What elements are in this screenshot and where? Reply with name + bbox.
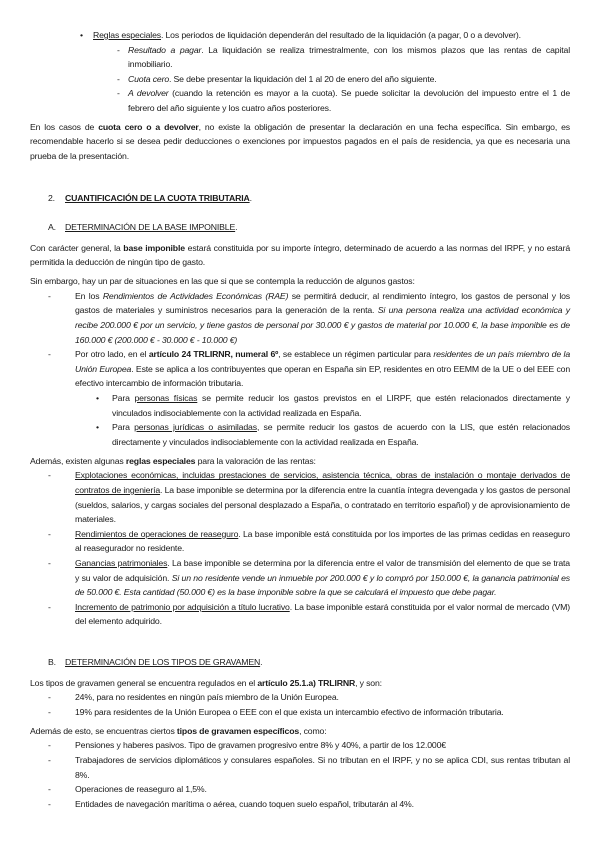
bold-term: reglas especiales [125,455,196,466]
bullet-icon: • [96,392,99,403]
text: . [249,193,252,204]
paragraph: Sin embargo, hay un par de situaciones en las que si que se contempla la reducción de algunos gastos: [30,276,415,287]
paragraph [30,241,570,270]
text: En los casos de [30,121,99,132]
section-heading-2 [30,191,570,206]
heading-number: B. [48,656,56,667]
dash: - [48,740,51,751]
text: Operaciones de reaseguro al 1,5%. [75,784,207,795]
list-item [30,527,570,556]
list-item [30,782,570,797]
text: Por otro lado, en el [75,349,149,360]
text: Entidades de navegación marítima o aérea, cuando toquen suelo español, tributarán al 4%. [75,798,414,809]
text: , como: [299,725,327,736]
list-item [30,468,570,526]
dash: - [48,290,51,301]
dash: - [48,558,51,568]
heading-title: DETERMINACIÓN DE LA BASE IMPONIBLE [65,221,236,232]
term: Rendimientos de Actividades Económicas (RAE) [102,290,289,301]
text: . [260,656,263,667]
text: (cuando la retención es mayor a la cuota). Se puede solicitar la devolución del impuesto entre el 1 de febrero del año siguiente y los cuatro años posteriores. [128,88,570,113]
dash: - [48,798,51,809]
text: se permite reducir los gastos previstos en el LIRPF, que estén relacionados directamente y vinculados indisociablemente con la actividad realizada en España. [112,392,570,418]
text: 19% para residentes de la Unión Europea o EEE con el que exista un intercambio efectivo de información tributaria. [75,706,504,717]
text: . La base imponible está constituida por los importes de las primas cedidas en reaseguro al reasegurador no residente. [75,528,570,554]
text: , y son: [355,677,382,688]
bold-term: cuota cero o a devolver [98,121,199,132]
text: Para [112,392,135,403]
document-page [30,28,570,811]
text: , se permite reducir los gastos de acuerdo con la LIS, que estén relacionados directamente y vinculados indisociablemente con la actividad realizada en España. [112,422,571,447]
heading-title: CUANTIFICACIÓN DE LA CUOTA TRIBUTARIA [65,193,250,204]
dash: - [48,692,51,703]
text: , se establece un régimen particular para [278,349,434,360]
dash: - [48,601,51,612]
text: . La base imponible se determina por la diferencia entre la cuantía íntegra devengada y los gastos de personal (sueldos, salarios, y cargas sociales del personal desplazado a España, o contratado en territorio español) y de aprovisionamiento de materiales. [75,485,570,525]
dash: - [48,706,51,717]
bullet-reglas-especiales [30,28,570,43]
text: Además, existen algunas [30,455,126,466]
term: Cuota cero [128,73,169,84]
text: . [235,221,238,232]
term: A devolver [128,88,169,99]
text: , no existe la obligación de presentar la declaración en una fecha específica. Sin embargo, es recomendable hacerlo si se desea pedir deducciones o exenciones por impuestos pagados en el país de residencia, ya que es necesaria una prueba de la presentación. [30,121,570,161]
heading-number: A. [48,221,56,232]
text: Pensiones y haberes pasivos. Tipo de gravamen progresivo entre 8% y 40%, a partir de los 12.000€ [75,740,446,751]
term: personas físicas [134,392,198,403]
paragraph [30,454,570,469]
dash: - [48,349,51,360]
example: Si una persona realiza una actividad económica y recibe 200.000 € por un servicio, y tiene gastos de personal por 30.000 € y gastos de material por 10.000 €, la base imponible es de 160.000 € (200.000 € - 30.000 € - 10.000 €) [75,305,570,345]
bullet-icon: • [96,422,99,433]
list-item [30,690,570,705]
dash: - [48,755,51,766]
text: 24%, para no residentes en ningún país miembro de la Unión Europea. [75,692,339,703]
bold-term: artículo 25.1.a) TRLIRNR [257,677,356,688]
text: . Se debe presentar la liquidación del 1 al 20 de enero del año siguiente. [169,73,437,84]
bold-term: base imponible [123,242,185,253]
paragraph [30,120,570,164]
term: Ganancias patrimoniales [75,558,168,568]
list-item [30,738,570,753]
text: . La liquidación se realiza trimestralmente, con los mismos plazos que las rentas de capital inmobiliario. [128,44,570,70]
list-item [30,86,570,115]
text: Además de esto, se encuentras ciertos [30,725,177,736]
text: Para [112,422,135,433]
dash: - [117,88,120,99]
bullet-icon: • [80,30,83,40]
term: Resultado a pagar [128,44,202,55]
text: . La base imponible estará constituida por el valor normal de mercado (VM) del elemento adquirido. [75,601,570,627]
term: Rendimientos de operaciones de reaseguro [75,528,239,539]
text: Los tipos de gravamen general se encuentra regulados en el [30,677,258,688]
text: . Este se aplica a los contribuyentes que operan en España sin EP, residentes en otro EEMM de la UE o del EEE con efectivo intercambio de información tributaria. [75,363,570,389]
heading-title: DETERMINACIÓN DE LOS TIPOS DE GRAVAMEN [65,656,261,667]
list-item [30,289,570,347]
list-item [30,420,570,449]
list-item [30,753,570,782]
term: Explotaciones económicas, incluidas prestaciones de servicios, asistencia técnica, obras de instalación o montaje derivados de contratos de ingeniería [75,470,570,496]
term: residentes de un país miembro de la Unión Europea [75,349,570,374]
list-item [30,556,570,600]
text: estará constituida por su importe íntegro, determinado de acuerdo a las normas del IRPF, y no estará permitida la deducción de ningún tipo de gasto. [30,242,570,268]
heading-number: 2. [48,193,55,204]
term: Reglas especiales [93,30,161,40]
text: Con carácter general, la [30,242,124,253]
subsection-heading-b [30,655,570,670]
list-item [30,43,570,72]
text: En los [75,290,103,301]
term: Incremento de patrimonio por adquisición a título lucrativo [75,601,290,612]
text: Trabajadores de servicios diplomáticos y consulares españoles. Si no tributan en el IRPF, y no se aplica CDI, sus rentas tributan al 8%. [75,755,570,780]
term: personas jurídicas o asimiladas [134,422,257,433]
list-item [30,797,570,812]
text: . La base imponible se determina por la diferencia entre el valor de transmisión del elemento de que se trata y su valor de adquisición. [75,558,570,583]
dash: - [117,73,120,84]
dash: - [48,784,51,795]
list-item [30,72,570,87]
list-item [30,347,570,391]
dash: - [117,44,120,55]
dash: - [48,470,51,481]
list-item [30,391,570,420]
paragraph [30,724,570,739]
dash: - [48,528,51,539]
text: . Los periodos de liquidación dependerán del resultado de la liquidación (a pagar, 0 o a devolver). [160,30,521,40]
text: se permitirá deducir, al rendimiento íntegro, los gastos de personal y los gastos de materiales y suministros necesarios para la generación de la renta. [75,290,570,316]
example: Si un no residente vende un inmueble por 200.000 € y lo compró por 150.000 €, la ganancia patrimonial es de 50.000 €. Esta cantidad (50.000 €) es la base imponible sobre la que se calculará el impuesto que debe pagar. [75,572,570,598]
list-item [30,705,570,720]
subsection-heading-a [30,220,570,235]
text: para la valoración de las rentas: [195,455,316,466]
bold-term: artículo 24 TRLIRNR, numeral 6º [148,349,279,360]
list-item [30,600,570,629]
bold-term: tipos de gravamen específicos [176,725,300,736]
paragraph [30,676,570,691]
